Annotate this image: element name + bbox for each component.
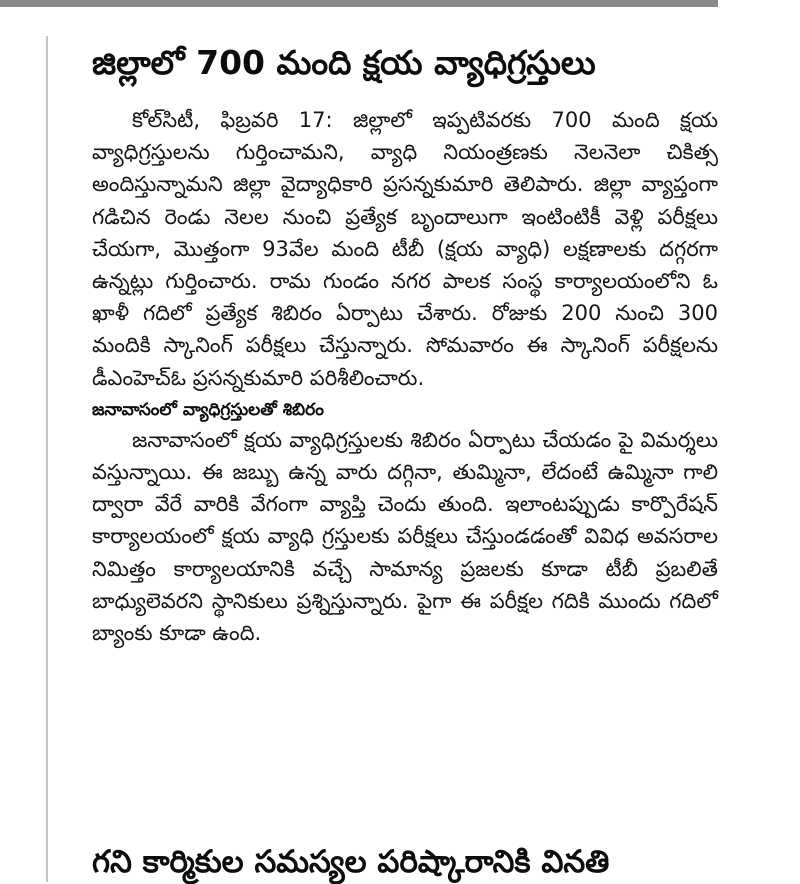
- next-article-headline: గని కార్మికుల సమస్యల పరిష్కారానికి వినతి: [92, 844, 610, 880]
- article-paragraph-2: జనావాసంలో క్షయ వ్యాధిగ్రస్తులకు శిబిరం ఏర్పాటు చేయడం పై విమర్శలు వస్తున్నాయి. ఈ జబ్బు ఉన్న వారు దగ్గినా, తుమ్మినా, లేదంటే ఉమ్మినా గాలి ద్వారా వేరే వారికి వేగంగా వ్యాప్తి చెందు తుంది. ఇలాంటప్పుడు కార్పొరేషన్ కార్యాలయంలో క్షయ వ్యాధి గ్రస్తులకు పరీక్షలు చేస్తుండడంతో వివిధ అవసరాల నిమిత్తం కార్యాలయానికి వచ్చే సామాన్య ప్రజలకు కూడా టీబీ ప్రబలితే బాధ్యులెవరని స్థానికులు ప్రశ్నిస్తున్నారు. పైగా ఈ పరీక్షల గదికి ముందు గదిలో బ్యాంకు కూడా ఉంది.: [92, 427, 718, 646]
- news-article: [92, 40, 718, 649]
- top-divider: [0, 0, 718, 7]
- column-divider: [46, 36, 48, 882]
- article-paragraph-1: కోల్‌సిటీ, ఫిబ్రవరి 17: జిల్లాలో ఇప్పటివరకు 700 మంది క్షయ వ్యాధిగ్రస్తులను గుర్తించామని, వ్యాధి నియంత్రణకు నెలనెలా చికిత్స అందిస్తున్నామని జిల్లా వైద్యాధికారి ప్రసన్నకుమారి తెలిపారు. జిల్లా వ్యాప్తంగా గడిచిన రెండు నెలల నుంచి ప్రత్యేక బృందాలుగా ఇంటింటికీ వెళ్లి పరీక్షలు చేయగా, మొత్తంగా 93వేల మంది టీబీ (క్షయ వ్యాధి) లక్షణాలకు దగ్గరగా ఉన్నట్లు గుర్తించారు. రామ గుండం నగర పాలక సంస్థ కార్యాలయంలోని ఓ ఖాళీ గదిలో ప్రత్యేక శిబిరం ఏర్పాటు చేశారు. రోజుకు 200 నుంచి 300 మందికి స్కానింగ్ పరీక్షలు చేస్తున్నారు. సోమవారం ఈ స్కానింగ్ పరీక్షలను డీఎంహెచ్‌ఓ ప్రసన్నకుమారి పరిశీలించారు.: [92, 108, 718, 390]
- article-subheading: జనావాసంలో వ్యాధిగ్రస్తులతో శిబిరం: [92, 399, 324, 420]
- article-headline: జిల్లాలో 700 మంది క్షయ వ్యాధిగ్రస్తులు: [92, 43, 596, 82]
